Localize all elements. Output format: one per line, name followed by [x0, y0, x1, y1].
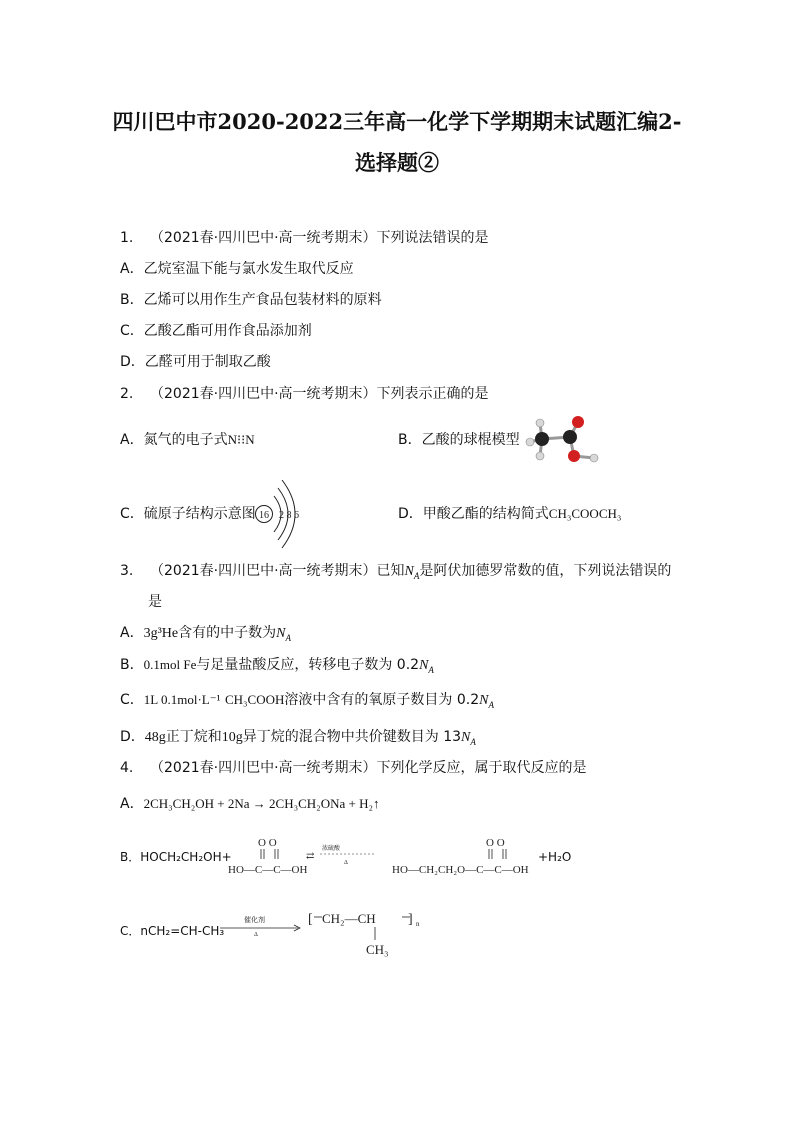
q2-option-d: [398, 505, 621, 523]
q4-option-c: C．nCH₂=CH-CH₃: [120, 924, 225, 938]
question-3-stem-line2: 是: [148, 594, 162, 610]
option-text: C．硫原子结构示意图: [120, 506, 256, 522]
avogadro-symbol: N: [461, 730, 471, 745]
mass-value: 48g: [144, 730, 166, 745]
polymer-degree: n: [416, 920, 420, 928]
question-text-rest: 是阿伏加德罗常数的值，下列说法错误的: [419, 563, 672, 579]
avogadro-subscript: A: [470, 736, 476, 747]
option-letter: C．: [120, 692, 144, 708]
option-text: 溶液中含有的氧原子数目为 0.2: [284, 692, 480, 708]
isotope: ³He: [157, 626, 179, 641]
esterification-reaction-diagram: [226, 834, 576, 880]
q3-option-d: [120, 728, 476, 751]
species-formula: CH₃COOH: [224, 692, 285, 707]
q1-option-a: A．乙烷室温下能与氯水发生取代反应: [120, 261, 354, 277]
catalyst-label: 催化剂: [244, 916, 265, 924]
avogadro-symbol: N: [404, 564, 414, 579]
option-text: 含有的中子数为: [178, 625, 277, 641]
equilibrium-arrow-icon: ⇄: [306, 851, 315, 862]
polymerization-reaction-diagram: [218, 904, 428, 962]
carbonyl-oxygens: O O: [258, 837, 277, 849]
q4-option-a: [120, 795, 380, 813]
q4-option-b-water: +H₂O: [538, 850, 572, 864]
avogadro-symbol: N: [479, 693, 489, 708]
concentration: 1L 0.1mol·L⁻¹: [143, 692, 221, 707]
avogadro-subscript: A: [413, 570, 420, 581]
bracket-left-icon: [: [308, 912, 313, 927]
question-text: （2021春·四川巴中·高一统考期末）已知: [150, 563, 405, 579]
question-4-stem: [120, 759, 587, 777]
option-text: D．甲酸乙酯的结构简式: [398, 506, 549, 522]
q3-option-a: [120, 624, 291, 647]
question-text: （2021春·四川巴中·高一统考期末）下列化学反应，属于取代反应的是: [150, 760, 587, 776]
avogadro-subscript: A: [285, 632, 291, 643]
page-title-line1: 四川巴中市2020-2022三年高一化学下学期期末试题汇编2-: [112, 109, 682, 134]
question-number: 4.: [120, 760, 134, 776]
option-text: 异丁烷的混合物中共价键数目为 13: [242, 729, 462, 745]
q1-option-c: C．乙酸乙酯可用作食品添加剂: [120, 323, 312, 339]
ethyl-formate-formula: CH₃COOCH₃: [548, 506, 622, 521]
bracket-right-icon: ]: [408, 912, 413, 927]
shell-electrons: 2 8 6: [279, 510, 299, 521]
option-text: 与足量盐酸反应，转移电子数为 0.2: [196, 657, 420, 673]
avogadro-subscript: A: [488, 699, 494, 710]
option-letter: B．: [120, 657, 144, 673]
page-title-line2: 选择题②: [355, 150, 439, 175]
q4-option-b: B．HOCH₂CH₂OH+: [120, 850, 232, 864]
methyl-branch: CH₃: [366, 942, 389, 957]
reaction-equation: 2CH₃CH₂OH + 2Na → 2CH₃CH₂ONa + H₂↑: [143, 796, 380, 811]
heat-symbol: Δ: [254, 932, 258, 938]
question-number: 1.: [120, 230, 134, 246]
q1-option-d: D．乙醛可用于制取乙酸: [120, 354, 271, 370]
q2-option-a: [120, 431, 255, 449]
nitrogen-electron-formula: N⁝⁝N: [227, 432, 255, 447]
option-letter: A．: [120, 625, 144, 641]
question-number: 3.: [120, 563, 134, 579]
option-text: B．乙酸的球棍模型: [398, 432, 520, 448]
mass-value: 10g: [221, 730, 243, 745]
question-text: （2021春·四川巴中·高一统考期末）下列表示正确的是: [150, 386, 489, 402]
question-1-stem: [120, 229, 489, 247]
option-text: A．氮气的电子式: [120, 432, 228, 448]
q1-option-b: B．乙烯可以用作生产食品包装材料的原料: [120, 292, 382, 308]
q3-option-b: [120, 656, 434, 679]
q2-option-b: [398, 431, 520, 449]
question-text: （2021春·四川巴中·高一统考期末）下列说法错误的是: [150, 230, 489, 246]
q2-option-c: [120, 505, 256, 523]
reaction-condition: 浓硫酸: [322, 846, 341, 852]
polymer-backbone: CH₂—CH: [322, 911, 376, 926]
question-number: 2.: [120, 386, 134, 402]
heat-symbol: Δ: [344, 860, 348, 866]
sulfur-atom-structure-diagram: [252, 480, 304, 552]
avogadro-subscript: A: [428, 664, 434, 675]
question-2-stem: [120, 385, 489, 403]
acetic-acid-ball-stick-model: [524, 412, 606, 468]
ester-product: HO—CH₂CH₂O—C—C—OH: [392, 864, 529, 876]
option-letter: A．: [120, 796, 144, 812]
mass-value: 3g: [143, 626, 158, 641]
amount-value: 0.1mol Fe: [143, 657, 197, 672]
avogadro-symbol: N: [419, 658, 429, 673]
oxalic-acid: HO—C—C—OH: [228, 864, 308, 876]
product-carbonyl-oxygens: O O: [486, 837, 505, 849]
option-letter: D．: [120, 729, 145, 745]
q3-option-c: [120, 691, 494, 714]
nucleus-charge: 16: [259, 510, 269, 521]
option-text: 正丁烷和: [165, 729, 222, 745]
question-3-stem: [120, 562, 671, 585]
avogadro-symbol: N: [276, 626, 286, 641]
